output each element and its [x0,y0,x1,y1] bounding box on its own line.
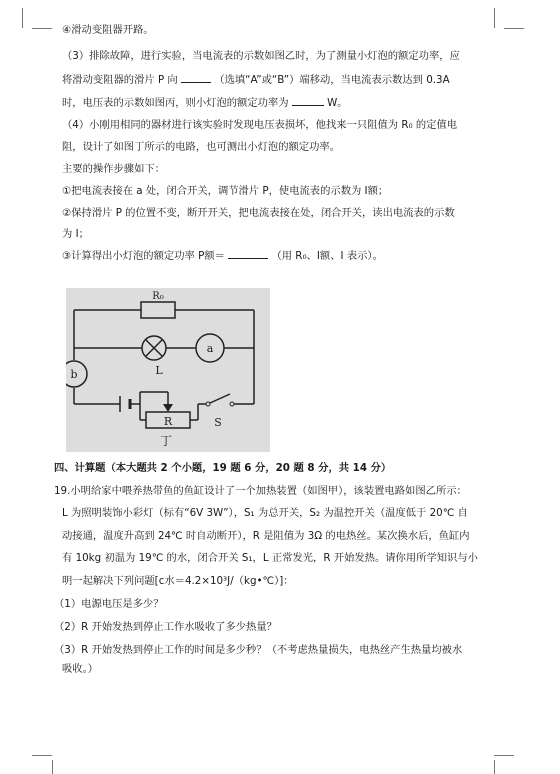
answer-blank-direction[interactable] [181,72,211,83]
battery [120,396,130,412]
q-line-7: 主要的操作步骤如下： [62,163,165,175]
q-line-3-b: （选填“A”或“B”）端移动，当电流表示数达到 0.3A [214,74,450,86]
q-line-4-b: W。 [327,97,348,109]
q-line-6: 阻，设计了如图丁所示的电路，也可测出小灯泡的额定功率。 [62,141,341,153]
switch-s [210,394,230,403]
label-b: b [70,368,78,381]
q-line-3-a: 将滑动变阻器的滑片 P 向 [62,74,178,86]
q-line-3 [62,72,520,87]
section-heading: 四、计算题（本大题共 2 个小题，19 题 6 分，20 题 8 分，共 14 分） [54,462,392,474]
q19-line-4: 有 10kg 初温为 19℃ 的水，闭合开关 S₁，L 正常发光，R 开始发热。请你用所学知识与小 [62,552,478,564]
q19-line-2: L 为照明装饰小彩灯（标有“6V 3W”），S₁ 为总开关，S₂ 为温控开关（温度低于 20℃ 自 [62,507,468,519]
answer-blank-power[interactable] [292,95,324,106]
q19-line-1: 19.小明给家中喂养热带鱼的鱼缸设计了一个加热装置（如图甲），该装置电路如图乙所示： [54,485,467,497]
q19-line-3: 动接通，温度升高到 24℃ 时自动断开），R 是阻值为 3Ω 的电热丝。某次换水后，鱼缸内 [62,530,470,542]
q-line-11-b: （用 R₀、I额、I 表示）。 [271,250,383,262]
q-line-4 [62,95,520,110]
q-line-9: ②保持滑片 P 的位置不变，断开开关，把电流表接在处，闭合开关，读出电流表的示数 [62,207,455,219]
q-line-4-a: 时，电压表的示数如图丙，则小灯泡的额定功率为 [62,97,289,109]
label-l: L [155,364,163,377]
crop-mark-bl-h [32,755,52,756]
q19-sub-2: （2）R 开始发热到停止工作水吸收了多少热量？ [54,621,277,633]
q-line-8: ①把电流表接在 a 处，闭合开关，调节滑片 P，使电流表的示数为 I额； [62,185,389,197]
q-line-1: ④滑动变阻器开路。 [62,24,154,36]
q19-sub-3-cont: 吸收。） [62,663,99,675]
answer-blank-rated-power[interactable] [228,248,268,259]
figure-caption: 丁 [159,434,173,448]
circuit-diagram [66,288,270,452]
q-line-11-a: ③计算得出小灯泡的额定功率 P额＝ [62,250,225,262]
q19-sub-3: （3）R 开始发热到停止工作的时间是多少秒？（不考虑热量损失，电热丝产生热量均被水 [54,644,463,656]
crop-mark-br-h [494,755,514,756]
label-r: R [163,415,173,428]
label-a: a [206,342,214,355]
circuit-figure-ding [66,288,270,452]
label-r0: R₀ [152,291,164,302]
crop-mark-tl-v [22,8,23,28]
crop-mark-br-v [494,760,495,774]
crop-mark-tl-h [32,28,52,29]
q-line-10: 为 I； [62,228,89,240]
slider-p-arrow [163,404,173,412]
label-s: S [214,416,222,429]
q-line-5: （4）小刚用相同的器材进行该实验时发现电压表损坏，他找来一只阻值为 R₀ 的定值电 [62,119,458,131]
q-line-2: （3）排除故障，进行实验，当电流表的示数如图乙时，为了测量小灯泡的额定功率，应 [62,50,460,62]
q-line-11 [62,248,520,263]
q19-line-5: 明一起解决下列问题[c水＝4.2×10³J/（kg•℃）]： [62,575,294,587]
q19-sub-1: （1）电源电压是多少？ [54,598,164,610]
resistor-r0 [141,302,175,318]
crop-mark-bl-v [52,760,53,774]
